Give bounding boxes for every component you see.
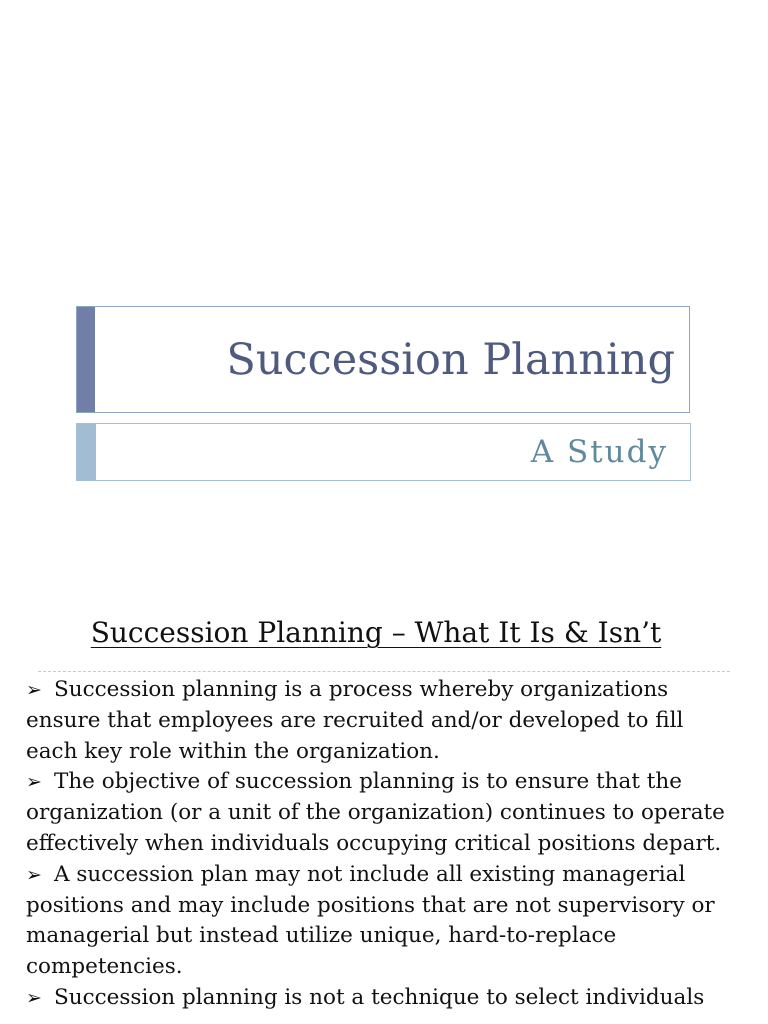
bullet-text: The objective of succession planning is to ensure that the organization (or a unit of the organization) continues to operate effectively when individuals occupying critical positions depart. [26,769,725,856]
arrowhead-bullet-icon: ➢ [26,986,42,1009]
bullet-text: Succession planning is not a technique to select individuals [54,984,705,1010]
page-divider [38,671,730,672]
subtitle-box [76,423,691,481]
bullet-list [26,675,726,1014]
bullet-text: Succession planning is a process whereby organizations ensure that employees are recruited and/or developed to fill each key role within the organization. [26,677,684,764]
title-accent-bar [77,307,95,412]
title-box [76,306,690,413]
bullet-text: A succession plan may not include all existing managerial positions and may include positions that are not supervisory or managerial but instead utilize unique, hard-to-replace competencies. [26,861,715,980]
arrowhead-bullet-icon: ➢ [26,863,42,886]
bullet-item [26,767,726,859]
bullet-item [26,675,726,767]
bullet-item [26,860,726,983]
bullet-item [26,983,726,1014]
slide-title: Succession Planning [226,335,675,385]
subtitle-accent-bar [77,424,96,480]
arrowhead-bullet-icon: ➢ [26,771,42,794]
slide-subtitle: A Study [530,434,668,470]
section-heading: Succession Planning – What It Is & Isn’t [90,616,662,649]
arrowhead-bullet-icon: ➢ [26,679,42,701]
